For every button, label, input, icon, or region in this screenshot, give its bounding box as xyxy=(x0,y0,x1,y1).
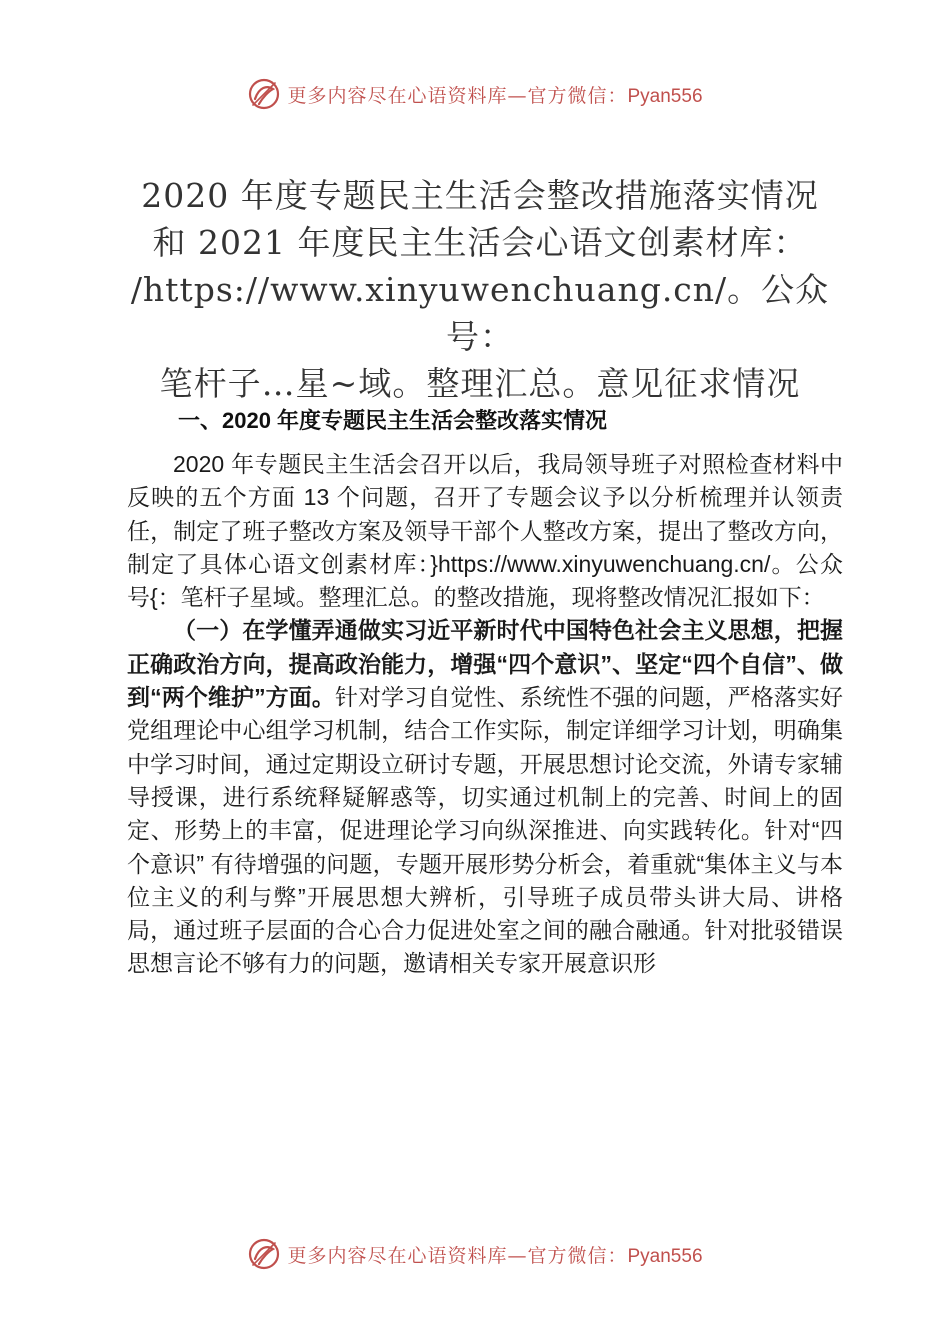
title-line-3: /https://www.xinyuwenchuang.cn/。公众号： xyxy=(130,270,830,356)
banner-text: 更多内容尽在心语资料库—官方微信：Pyan556 xyxy=(287,84,703,107)
section-heading: 一、2020 年度专题民主生活会整改落实情况 xyxy=(178,408,608,433)
paragraph-2-text: 针对学习自觉性、系统性不强的问题，严格落实好党组理论中心组学习机制，结合工作实际，制定详细学习计划，明确集中学习时间，通过定期设立研讨专题，开展思想讨论交流，外请专家辅导授课，进行系统释疑解惑等，切实通过机制上的完善、时间上的固定、形势上的丰富，促进理论学习向纵深推进、向实践转化。针对“四个意识” 有待增强的问题，专题开展形势分析会，着重就“集体主义与本位主义的利与弊”开展思想大辨析，引导班子成员带头讲大局、讲格局，通过班子层面的合心合力促进处室之间的融合融通。针对批驳错误思想言论不够有力的问题，邀请相关专家开展意识形 xyxy=(127,684,844,977)
title-line-1: 2020 年度专题民主生活会整改措施落实情况 xyxy=(141,176,819,215)
banner-wechat-id: Pyan556 xyxy=(627,85,703,107)
signature-pen-logo-icon xyxy=(247,1237,281,1271)
paragraph-2 xyxy=(127,614,843,980)
banner-text: 更多内容尽在心语资料库—官方微信：Pyan556 xyxy=(287,1244,703,1267)
header-banner xyxy=(0,72,950,116)
body-text xyxy=(127,448,843,981)
paragraph-1: 2020 年专题民主生活会召开以后，我局领导班子对照检查材料中反映的五个方面 13 个问题，召开了专题会议予以分析梳理并认领责任，制定了班子整改方案及领导干部个人整改方案，提出了整改方向，制定了具体心语文创素材库：}https://www.xinyuwenchuang.cn/。公众号{：笔杆子星域。整理汇总。的整改措施，现将整改情况汇报如下： xyxy=(127,451,843,611)
document-title xyxy=(120,172,840,407)
title-line-4: 笔杆子…星~域。整理汇总。意见征求情况 xyxy=(159,364,801,403)
footer-banner xyxy=(0,1232,950,1276)
signature-pen-logo-icon xyxy=(247,77,281,111)
title-line-2: 和 2021 年度民主生活会心语文创素材库： xyxy=(152,223,808,262)
banner-wechat-id: Pyan556 xyxy=(627,1245,703,1267)
subsection-heading: （一）在学懂弄通做实习近平新时代中国特色社会主义思想，把握正确政治方向，提高政治能力，增强“四个意识”、坚定“四个自信”、做到“两个维护”方面。 xyxy=(127,617,843,711)
